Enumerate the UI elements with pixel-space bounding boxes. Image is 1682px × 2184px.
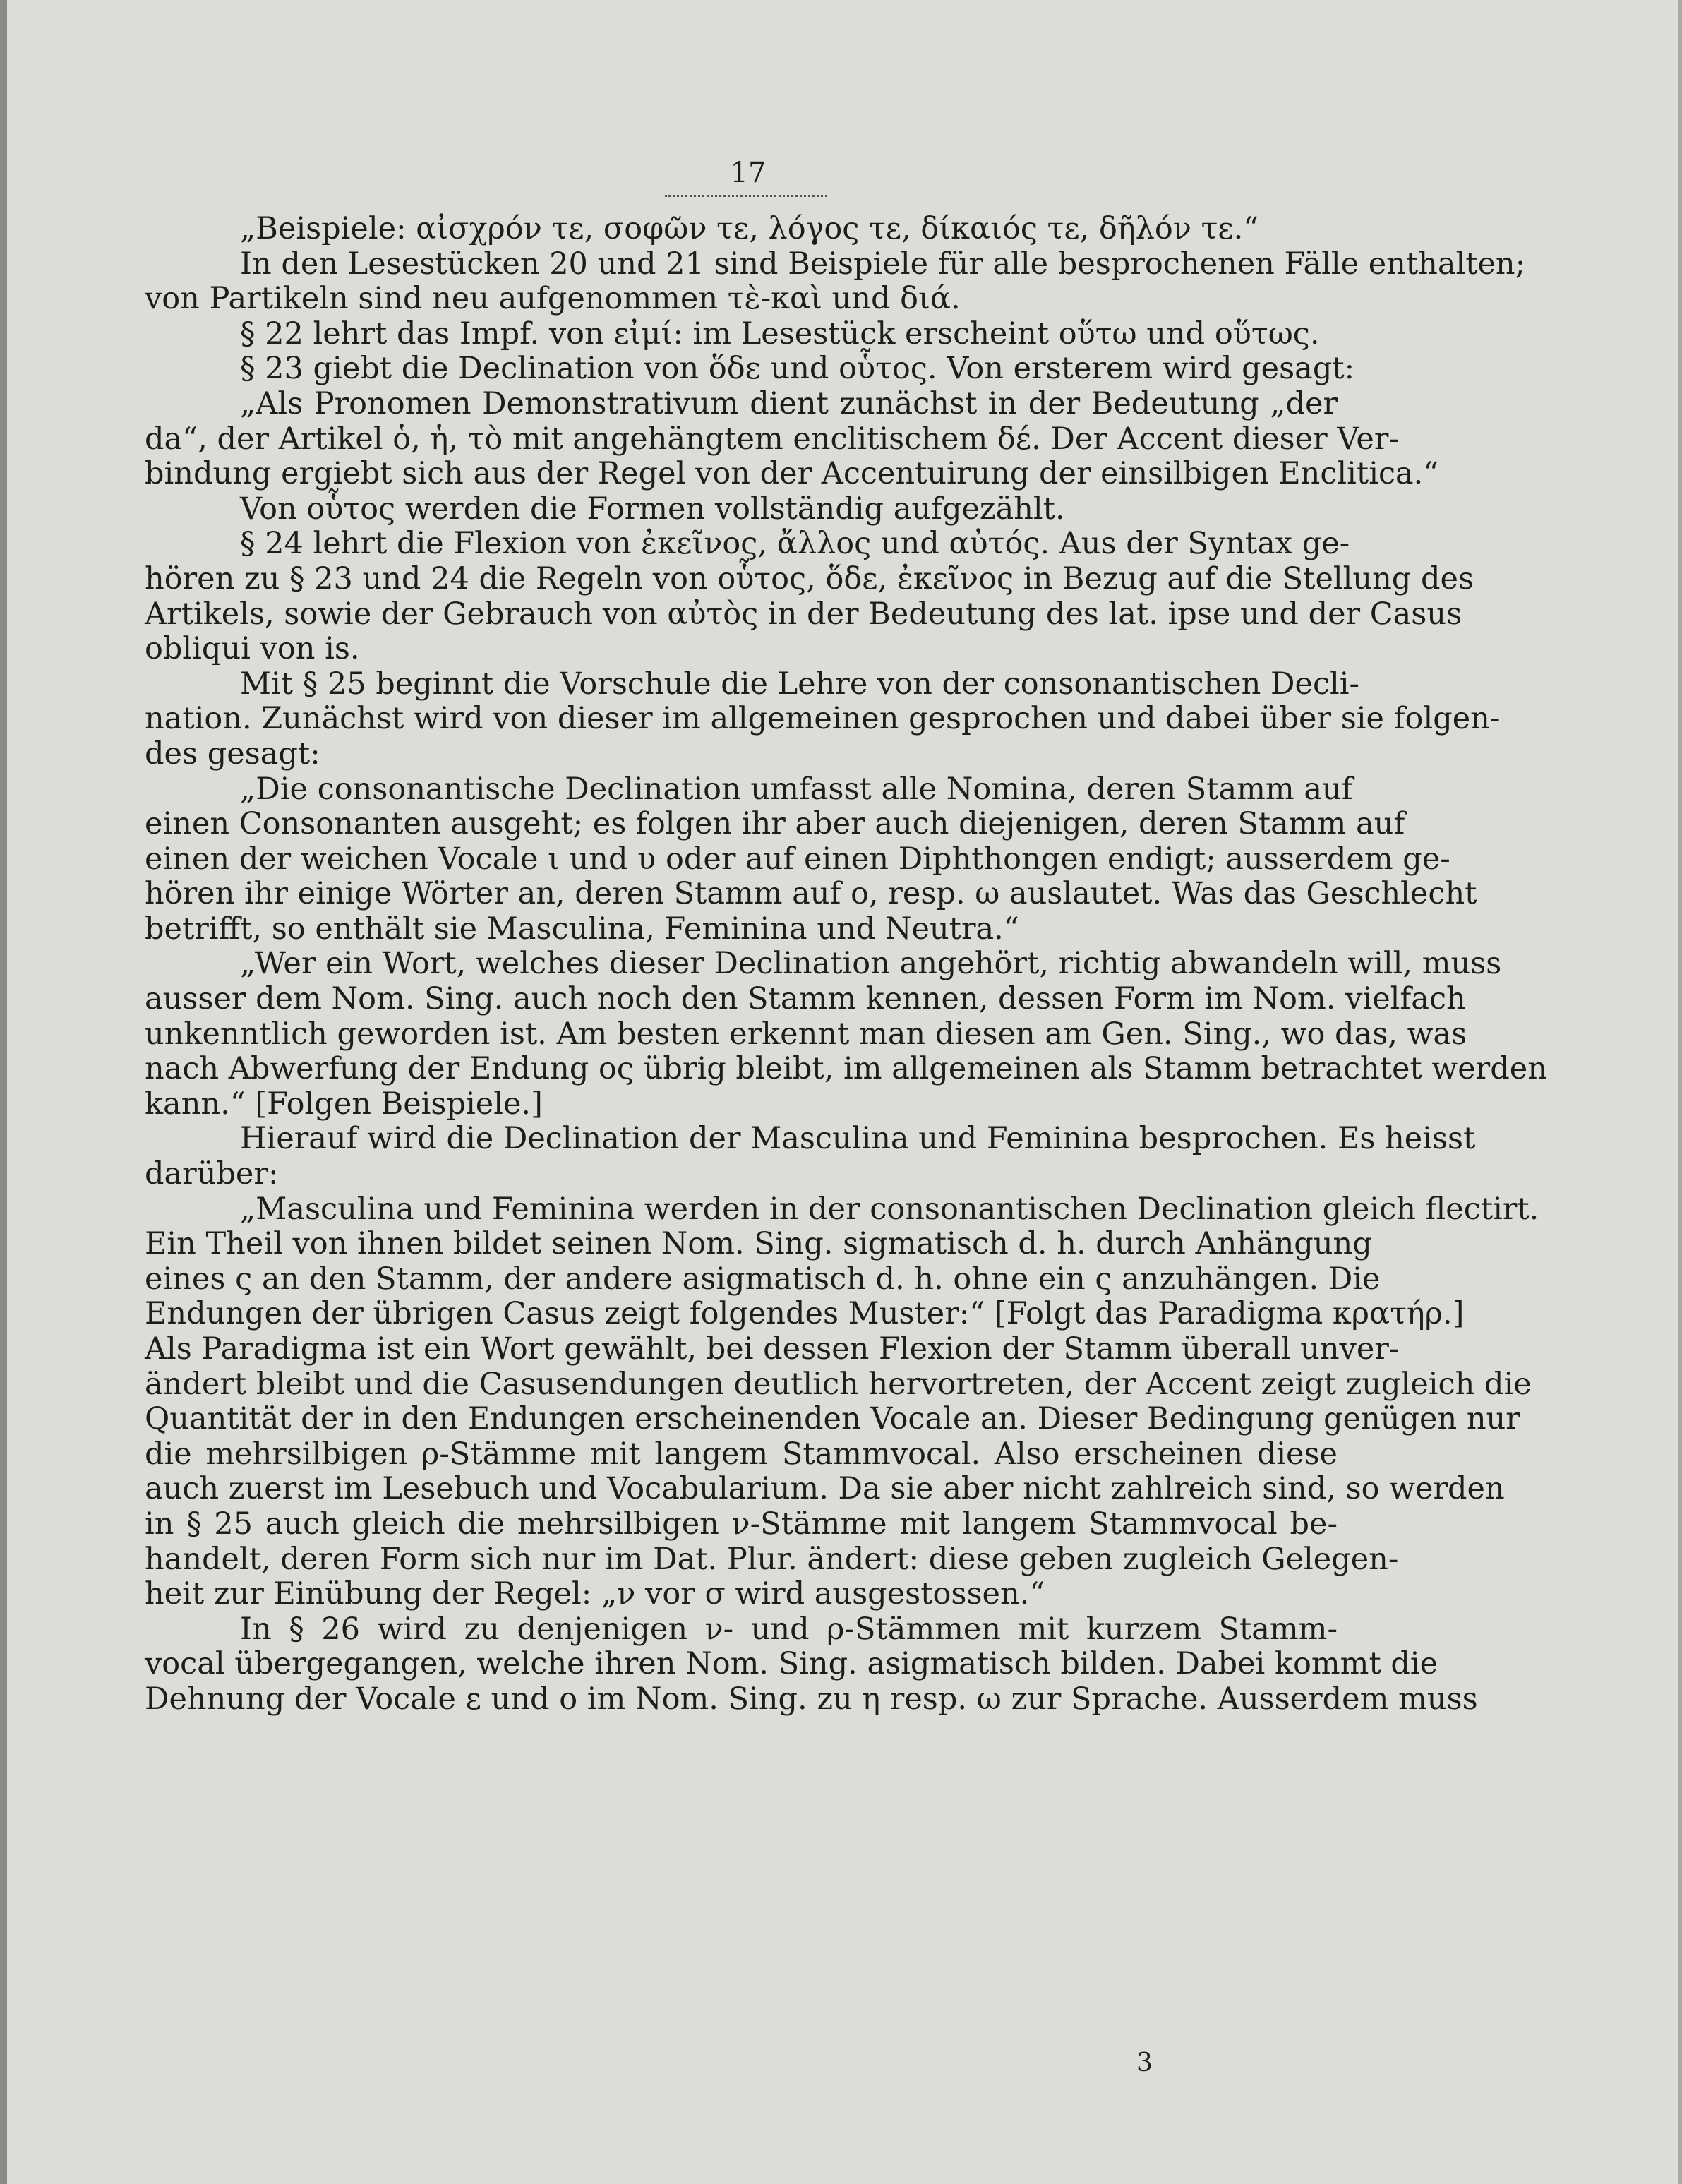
- text-line: Hierauf wird die Declination der Masculina und Feminina besprochen. Es heisst: [240, 1121, 1476, 1157]
- text-line: hören zu § 23 und 24 die Regeln von οὗτος, ὅδε, ἐκεῖνος in Bezug auf die Stellung des: [145, 560, 1474, 596]
- text-line: In § 26 wird zu denjenigen ν- und ρ-Stämmen mit kurzem Stamm-: [240, 1611, 1338, 1647]
- text-line: Artikels, sowie der Gebrauch von αὐτὸς in der Bedeutung des lat. ipse und der Casus: [145, 596, 1462, 632]
- text-line: nation. Zunächst wird von dieser im allgemeinen gesprochen und dabei über sie folgen-: [145, 701, 1501, 737]
- text-line: des gesagt:: [145, 736, 320, 772]
- text-line: handelt, deren Form sich nur im Dat. Plur. ändert: diese geben zugleich Gelegen-: [145, 1541, 1399, 1577]
- text-line: unkenntlich geworden ist. Am besten erkennt man diesen am Gen. Sing., wo das, was: [145, 1016, 1467, 1052]
- text-line: Mit § 25 beginnt die Vorschule die Lehre von der consonantischen Decli-: [240, 666, 1360, 702]
- text-line: hören ihr einige Wörter an, deren Stamm auf ο, resp. ω auslautet. Was das Geschlecht: [145, 876, 1477, 912]
- text-line: „Wer ein Wort, welches dieser Declination angehört, richtig abwandeln will, muss: [240, 946, 1502, 982]
- text-line: von Partikeln sind neu aufgenommen τὲ-καὶ und διά.: [145, 281, 961, 317]
- text-line: einen Consonanten ausgeht; es folgen ihr aber auch diejenigen, deren Stamm auf: [145, 806, 1405, 842]
- text-line: § 23 giebt die Declination von ὅδε und οὗτος. Von ersterem wird gesagt:: [240, 351, 1355, 387]
- text-line: Von οὗτος werden die Formen vollständig aufgezählt.: [240, 491, 1065, 527]
- text-line: „Die consonantische Declination umfasst alle Nomina, deren Stamm auf: [240, 771, 1353, 807]
- text-line: Als Paradigma ist ein Wort gewählt, bei dessen Flexion der Stamm überall unver-: [145, 1331, 1400, 1367]
- signature-mark: 3: [1136, 2048, 1153, 2077]
- text-line: „Beispiele: αἰσχρόν τε, σοφῶν τε, λόγος τε, δίκαιός τε, δῆλόν τε.“: [240, 211, 1259, 246]
- text-line: in § 25 auch gleich die mehrsilbigen ν-Stämme mit langem Stammvocal be-: [145, 1506, 1338, 1542]
- text-line: ändert bleibt und die Casusendungen deutlich hervortreten, der Accent zeigt zugleich die: [145, 1366, 1532, 1402]
- text-line: Dehnung der Vocale ε und ο im Nom. Sing. zu η resp. ω zur Sprache. Ausserdem muss: [145, 1681, 1478, 1717]
- text-line: vocal übergegangen, welche ihren Nom. Sing. asigmatisch bilden. Dabei kommt die: [145, 1646, 1438, 1682]
- text-line: nach Abwerfung der Endung ος übrig bleibt, im allgemeinen als Stamm betrachtet werden: [145, 1051, 1547, 1087]
- text-line: auch zuerst im Lesebuch und Vocabularium. Da sie aber nicht zahlreich sind, so werden: [145, 1471, 1505, 1507]
- text-line: Endungen der übrigen Casus zeigt folgendes Muster:“ [Folgt das Paradigma κρατήρ.]: [145, 1296, 1465, 1332]
- text-line: betrifft, so enthält sie Masculina, Feminina und Neutra.“: [145, 911, 1019, 947]
- body-text: [145, 211, 1547, 1717]
- text-line: da“, der Artikel ὁ, ἡ, τὸ mit angehängtem enclitischem δέ. Der Accent dieser Ver-: [145, 421, 1399, 457]
- text-line: „Als Pronomen Demonstrativum dient zunächst in der Bedeutung „der: [240, 385, 1338, 421]
- text-line: ausser dem Nom. Sing. auch noch den Stamm kennen, dessen Form im Nom. vielfach: [145, 981, 1466, 1017]
- text-line: einen der weichen Vocale ι und υ oder auf einen Diphthongen endigt; ausserdem ge-: [145, 841, 1450, 877]
- text-line: § 22 lehrt das Impf. von εἰμί: im Lesestück erscheint οὕτω und οὕτως.: [240, 316, 1320, 352]
- text-line: Quantität der in den Endungen erscheinenden Vocale an. Dieser Bedingung genügen nur: [145, 1401, 1520, 1437]
- page-number-rule: [665, 195, 827, 197]
- text-line: „Masculina und Feminina werden in der consonantischen Declination gleich flectirt.: [240, 1191, 1539, 1227]
- text-line: In den Lesestücken 20 und 21 sind Beispiele für alle besprochenen Fälle enthalten;: [240, 246, 1526, 282]
- text-line: eines ς an den Stamm, der andere asigmatisch d. h. ohne ein ς anzuhängen. Die: [145, 1261, 1381, 1297]
- text-line: darüber:: [145, 1156, 279, 1192]
- text-line: die mehrsilbigen ρ-Stämme mit langem Stammvocal. Also erscheinen diese: [145, 1436, 1338, 1472]
- page-number: 17: [730, 157, 767, 189]
- scan-edge-right: [1678, 0, 1682, 2184]
- scan-edge-left: [0, 0, 7, 2184]
- text-line: bindung ergiebt sich aus der Regel von der Accentuirung der einsilbigen Enclitica.“: [145, 456, 1439, 492]
- text-line: § 24 lehrt die Flexion von ἐκεῖνος, ἄλλος und αὐτός. Aus der Syntax ge-: [240, 526, 1350, 562]
- text-line: kann.“ [Folgen Beispiele.]: [145, 1086, 543, 1122]
- text-line: obliqui von is.: [145, 631, 360, 667]
- text-line: heit zur Einübung der Regel: „ν vor σ wird ausgestossen.“: [145, 1576, 1045, 1612]
- text-line: Ein Theil von ihnen bildet seinen Nom. Sing. sigmatisch d. h. durch Anhängung: [145, 1226, 1372, 1262]
